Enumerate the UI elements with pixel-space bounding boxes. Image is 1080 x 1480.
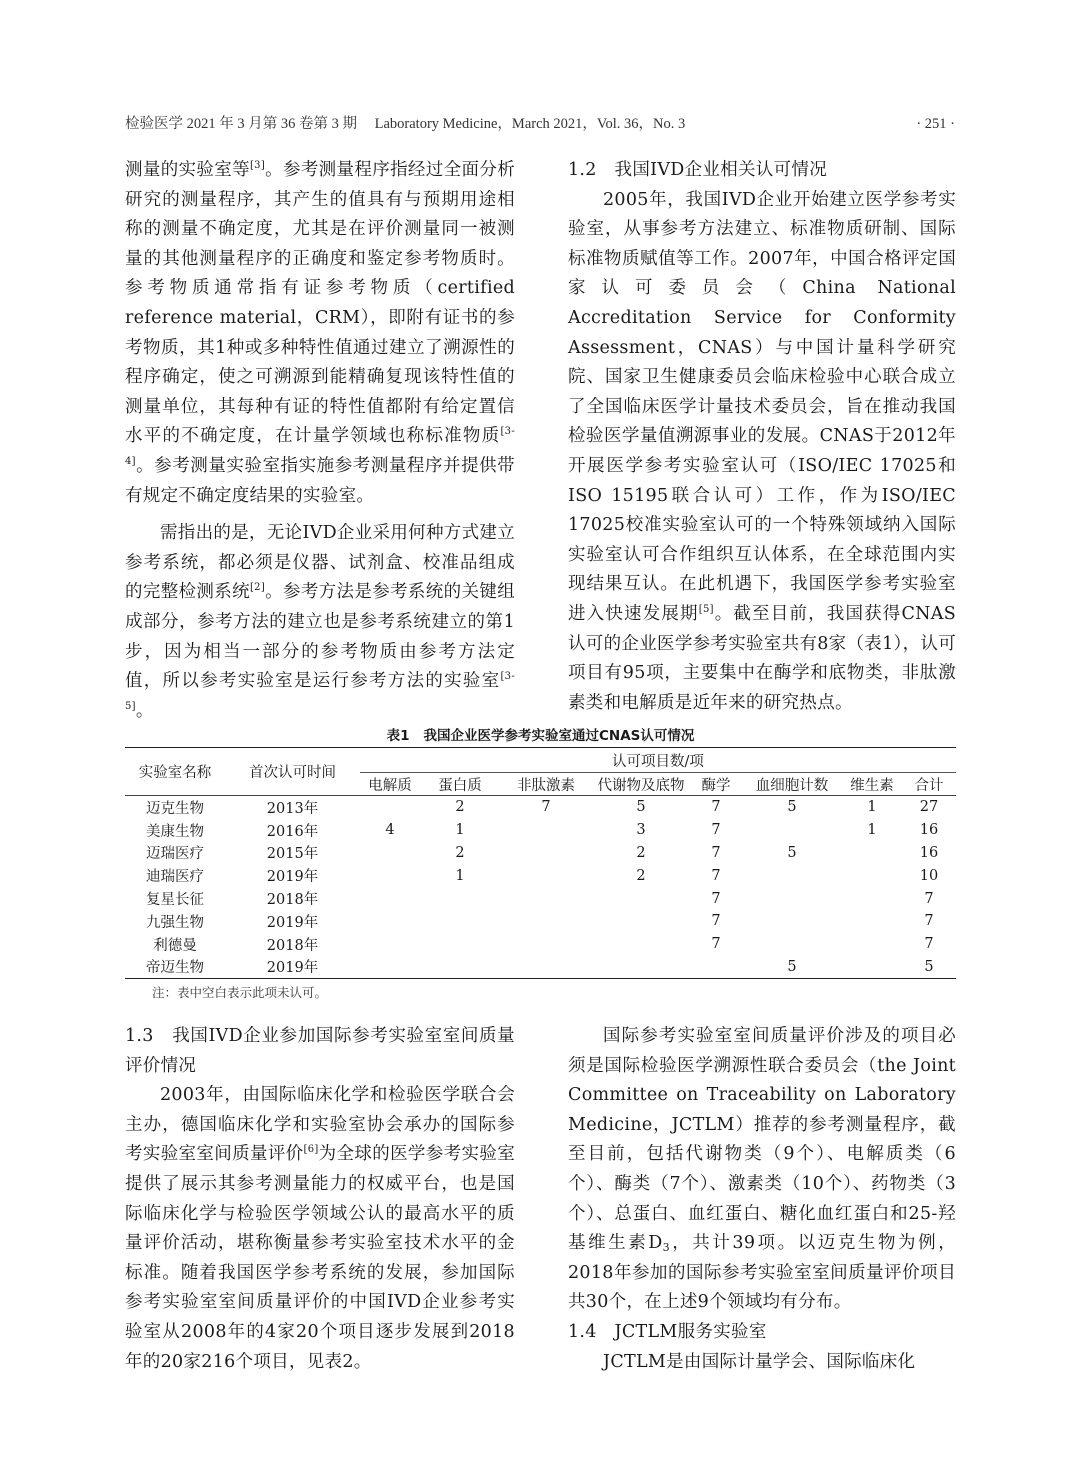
table-cell: 迪瑞医疗	[146, 869, 204, 886]
table-row	[125, 819, 956, 842]
table-cell	[420, 910, 500, 933]
table-cell	[742, 887, 842, 910]
table-cell: 1	[867, 822, 877, 839]
table-row	[125, 842, 956, 865]
table-cell: 2	[455, 844, 465, 861]
table-cell: 迈瑞医疗	[146, 846, 204, 863]
table-cell	[360, 910, 420, 933]
table-cell: 7	[924, 890, 934, 907]
table-cell	[420, 933, 500, 956]
table-cell: 7	[924, 913, 934, 930]
paragraph: JCTLM是由国际计量学会、国际临床化	[603, 1351, 916, 1372]
table-row	[125, 796, 956, 819]
col-group-header: 认可项目数/项	[360, 748, 956, 773]
table-cell	[360, 887, 420, 910]
table-cell	[360, 842, 420, 865]
journal-issue-cn: 检验医学 2021 年 3 月第 36 卷第 3 期	[125, 116, 357, 132]
table-cell	[690, 956, 742, 979]
table-note: 注：表中空白表示此项未认可。	[152, 985, 328, 1000]
table-cell: 27	[919, 799, 939, 816]
table-cell: 16	[919, 844, 939, 861]
col-header-sub: 维生素	[842, 773, 902, 796]
table-row	[125, 910, 956, 933]
table-cell: 2013年	[266, 800, 319, 817]
citation[interactable]: [5]	[698, 603, 714, 615]
table-cell	[420, 887, 500, 910]
table-cell: 7	[711, 936, 721, 953]
table-cell	[500, 910, 592, 933]
table-row	[125, 933, 956, 956]
table-cell: 5	[902, 956, 956, 979]
citation[interactable]: [3-5]	[125, 671, 515, 712]
table-number: 表1	[386, 728, 410, 744]
table-cell: 10	[919, 867, 939, 884]
table-cell: 2019年	[266, 914, 319, 931]
table-cell: 1	[455, 822, 465, 839]
table-cell	[500, 864, 592, 887]
table-cell: 美康生物	[146, 823, 204, 840]
col-header-sub: 酶学	[690, 773, 742, 796]
table-cell: 5	[636, 799, 646, 816]
table-cell: 7	[924, 936, 934, 953]
subscript: 3	[662, 1241, 670, 1255]
table-cell	[842, 887, 902, 910]
citation[interactable]: [3-4]	[125, 426, 515, 467]
table-cell	[360, 864, 420, 887]
table-cell: 7	[711, 799, 721, 816]
table-cell: 7	[711, 890, 721, 907]
table-cell: 5	[787, 844, 797, 861]
journal-issue-en: Laboratory Medicine，March 2021，Vol. 36，No. 3	[374, 116, 686, 132]
table-cell	[500, 819, 592, 842]
col-header-sub: 电解质	[360, 773, 420, 796]
col-header-sub: 血细胞计数	[742, 773, 842, 796]
page-number: · 251 ·	[916, 116, 955, 132]
table-cell	[842, 933, 902, 956]
paragraph: 测量的实验室等[3]。参考测量程序指经过全面分析研究的测量程序，其产生的值具有与预期用途相称的测量不确定度，尤其是在评价测量同一被测量的其他测量程序的正确度和鉴定参考物质时。参考物质通常指有证参考物质（certified reference material，CRM），即附有证书的参考物质，其1种或多种特性值通过建立了溯源性的程序确定，使之可溯源到能精确复现该特性值的测量单位，其每种有证的特性值都附有给定置信水平的不确定度，在计量学领域也称标准物质[3-4]。参考测量实验室指实施参考测量程序并提供带有规定不确定度结果的实验室。	[125, 160, 516, 506]
table-cell: 帝迈生物	[125, 956, 225, 979]
citation[interactable]: [2]	[249, 582, 266, 594]
col-header-sub: 非肽激素	[500, 773, 592, 796]
citation[interactable]: [6]	[303, 1144, 319, 1156]
table-cell	[842, 864, 902, 887]
table-cell: 4	[385, 822, 395, 839]
section-heading: 1.2 我国IVD企业相关认可情况	[568, 160, 828, 180]
table-caption	[125, 724, 956, 744]
table-cell: 7	[711, 913, 721, 930]
table-cell: 2019年	[266, 869, 319, 886]
table-row	[125, 956, 956, 979]
table-cell	[592, 887, 690, 910]
table-cell: 九强生物	[146, 914, 204, 931]
table-cell	[500, 956, 592, 979]
col-header-lab-name: 实验室名称	[125, 748, 225, 796]
col-header-first-time: 首次认可时间	[225, 748, 360, 796]
paragraph: 2003年，由国际临床化学和检验医学联合会主办，德国临床化学和实验室协会承办的国际参考实验室室间质量评价[6]为全球的医学参考实验室提供了展示其参考测量能力的权威平台，也是国际临床化学与检验医学领域公认的最高水平的质量评价活动，堪称衡量参考实验室技术水平的金标准。随着我国医学参考系统的发展，参加国际参考实验室室间质量评价的中国IVD企业参考实验室从2008年的4家20个项目逐步发展到2018年的20家216个项目，见表2。	[125, 1085, 515, 1372]
table-cell: 7	[711, 822, 721, 839]
table-cell: 2018年	[266, 892, 319, 909]
table-row	[125, 887, 956, 910]
table-cell	[742, 819, 842, 842]
table-cell	[842, 910, 902, 933]
table-cell: 2016年	[266, 823, 319, 840]
table-cell	[360, 956, 420, 979]
table-cell: 2	[455, 799, 465, 816]
table-cell: 7	[711, 844, 721, 861]
table-cell: 2015年	[266, 846, 319, 863]
table-cell	[360, 933, 420, 956]
right-column-top	[568, 156, 956, 718]
table-cell	[842, 956, 902, 979]
paragraph: 2005年，我国IVD企业开始建立医学参考实验室，从事参考方法建立、标准物质研制、国际标准物质赋值等工作。2007年，中国合格评定国家认可委员会（China National Accreditation Service for Conformity Assessment，CNAS）与中国计量科学研究院、国家卫生健康委员会临床检验中心联合成立了全国临床医学计量技术委员会，旨在推动我国检验医学量值溯源事业的发展。CNAS于2012年开展医学参考实验室认可（ISO/IEC 17025和ISO 15195联合认可）工作，作为ISO/IEC 17025校准实验室认可的一个特殊领域纳入国际实验室认可合作组织互认体系，在全球范围内实现结果互认。在此机遇下，我国医学参考实验室进入快速发展期[5]。截至目前，我国获得CNAS认可的企业医学参考实验室共有8家（表1），认可项目有95项，主要集中在酶学和底物类，非肽激素类和电解质是近年来的研究热点。	[568, 189, 957, 713]
table-cell: 16	[919, 822, 939, 839]
table-accreditation	[125, 747, 956, 979]
left-column-top	[125, 156, 515, 726]
paragraph: 需指出的是，无论IVD企业采用何种方式建立参考系统，都必须是仪器、试剂盒、校准品组成的完整检测系统[2]。参考方法是参考系统的关键组成部分，参考方法的建立也是参考系统建立的第1步，因为相当一部分的参考物质由参考方法定值，所以参考实验室是运行参考方法的实验室[3-5]。	[125, 523, 516, 721]
table-cell	[500, 887, 592, 910]
left-column-bottom	[125, 1022, 515, 1377]
table-cell	[742, 933, 842, 956]
table-cell	[842, 842, 902, 865]
paragraph: 国际参考实验室室间质量评价涉及的项目必须是国际检验医学溯源性联合委员会（the Joint Committee on Traceability on Laboratory Medicine，JCTLM）推荐的参考测量程序，截至目前，包括代谢物类（9个）、电解质类（6个）、酶类（7个）、激素类（10个）、药物类（3个）、总蛋白、血红蛋白、糖化血红蛋白和25-羟基维生素$D_3$，共计39项。以迈克生物为例，2018年参加的国际参考实验室室间质量评价项目共30个，在上述9个领域均有分布。	[568, 1026, 956, 1313]
table-cell: 2	[636, 844, 646, 861]
table-cell	[420, 956, 500, 979]
table-cell: 2019年	[225, 956, 360, 979]
table-cell: 7	[711, 867, 721, 884]
table-cell: 7	[541, 799, 551, 816]
col-header-sub: 蛋白质	[420, 773, 500, 796]
section-heading: 1.4 JCTLM服务实验室	[568, 1321, 767, 1342]
table-cell	[592, 956, 690, 979]
col-header-sub: 合计	[902, 773, 956, 796]
table-cell: 2	[636, 867, 646, 884]
table-cell: 1	[455, 867, 465, 884]
table-title: 我国企业医学参考实验室通过CNAS认可情况	[423, 728, 695, 744]
table-cell: 3	[636, 822, 646, 839]
citation[interactable]: [3]	[249, 160, 266, 171]
table-cell	[500, 933, 592, 956]
table-cell: 2018年	[266, 937, 319, 954]
table-cell	[592, 933, 690, 956]
running-header	[125, 112, 955, 133]
table-cell: 5	[742, 956, 842, 979]
table-cell: 复星长征	[146, 892, 204, 909]
table-cell: 利德曼	[153, 937, 197, 954]
right-column-bottom	[568, 1022, 956, 1377]
table-cell: 迈克生物	[146, 800, 204, 817]
table-cell	[742, 864, 842, 887]
table-cell	[360, 796, 420, 819]
table-cell	[500, 842, 592, 865]
col-header-sub: 代谢物及底物	[592, 773, 690, 796]
table-row	[125, 864, 956, 887]
table-cell: 1	[867, 799, 877, 816]
section-heading: 1.3 我国IVD企业参加国际参考实验室室间质量评价情况	[125, 1026, 515, 1076]
table-cell: 5	[787, 799, 797, 816]
journal-info	[125, 112, 685, 133]
table-cell	[742, 910, 842, 933]
table-cell	[592, 910, 690, 933]
